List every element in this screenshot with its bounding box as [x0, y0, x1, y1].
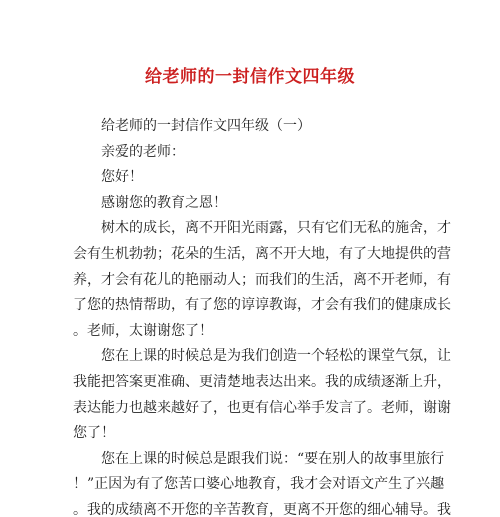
body-line: 。我的成绩离不开您的辛苦教育，更离不开您的细心辅导。我 [73, 501, 451, 517]
body-line: 您在上课的时候总是为我们创造一个轻松的课堂气氛，让 [101, 348, 451, 365]
body-line: 感谢您的教育之恩！ [101, 194, 227, 211]
document-title: 给老师的一封信作文四年级 [145, 67, 355, 87]
body-line: 您在上课的时候总是跟我们说：“要在别人的故事里旅行 [101, 450, 445, 467]
body-line: 我能把答案更准确、更清楚地表达出来。我的成绩逐渐上升， [73, 373, 451, 390]
body-line: 给老师的一封信作文四年级（一） [101, 118, 311, 134]
body-line: 表达能力也越来越好了，也更有信心举手发言了。老师，谢谢 [73, 399, 451, 416]
body-line: 树木的成长，离不开阳光雨露，只有它们无私的施舍，才 [101, 220, 451, 237]
body-line: 您了！ [73, 425, 115, 442]
document-body [73, 114, 451, 517]
body-line: 您好！ [101, 169, 143, 186]
body-line: 亲爱的老师： [101, 143, 185, 160]
body-line: ！”正因为有了您苦口婆心地教育，我才会对语文产生了兴趣 [73, 476, 445, 493]
body-line: 会有生机勃勃；花朵的生活，离不开大地，有了大地提供的营 [73, 245, 451, 262]
body-line: 。老师，太谢谢您了！ [73, 322, 213, 339]
body-line: 养，才会有花儿的艳丽动人；而我们的生活，离不开老师，有 [73, 271, 451, 288]
body-line: 了您的热情帮助，有了您的谆谆教诲，才会有我们的健康成长 [73, 297, 451, 314]
